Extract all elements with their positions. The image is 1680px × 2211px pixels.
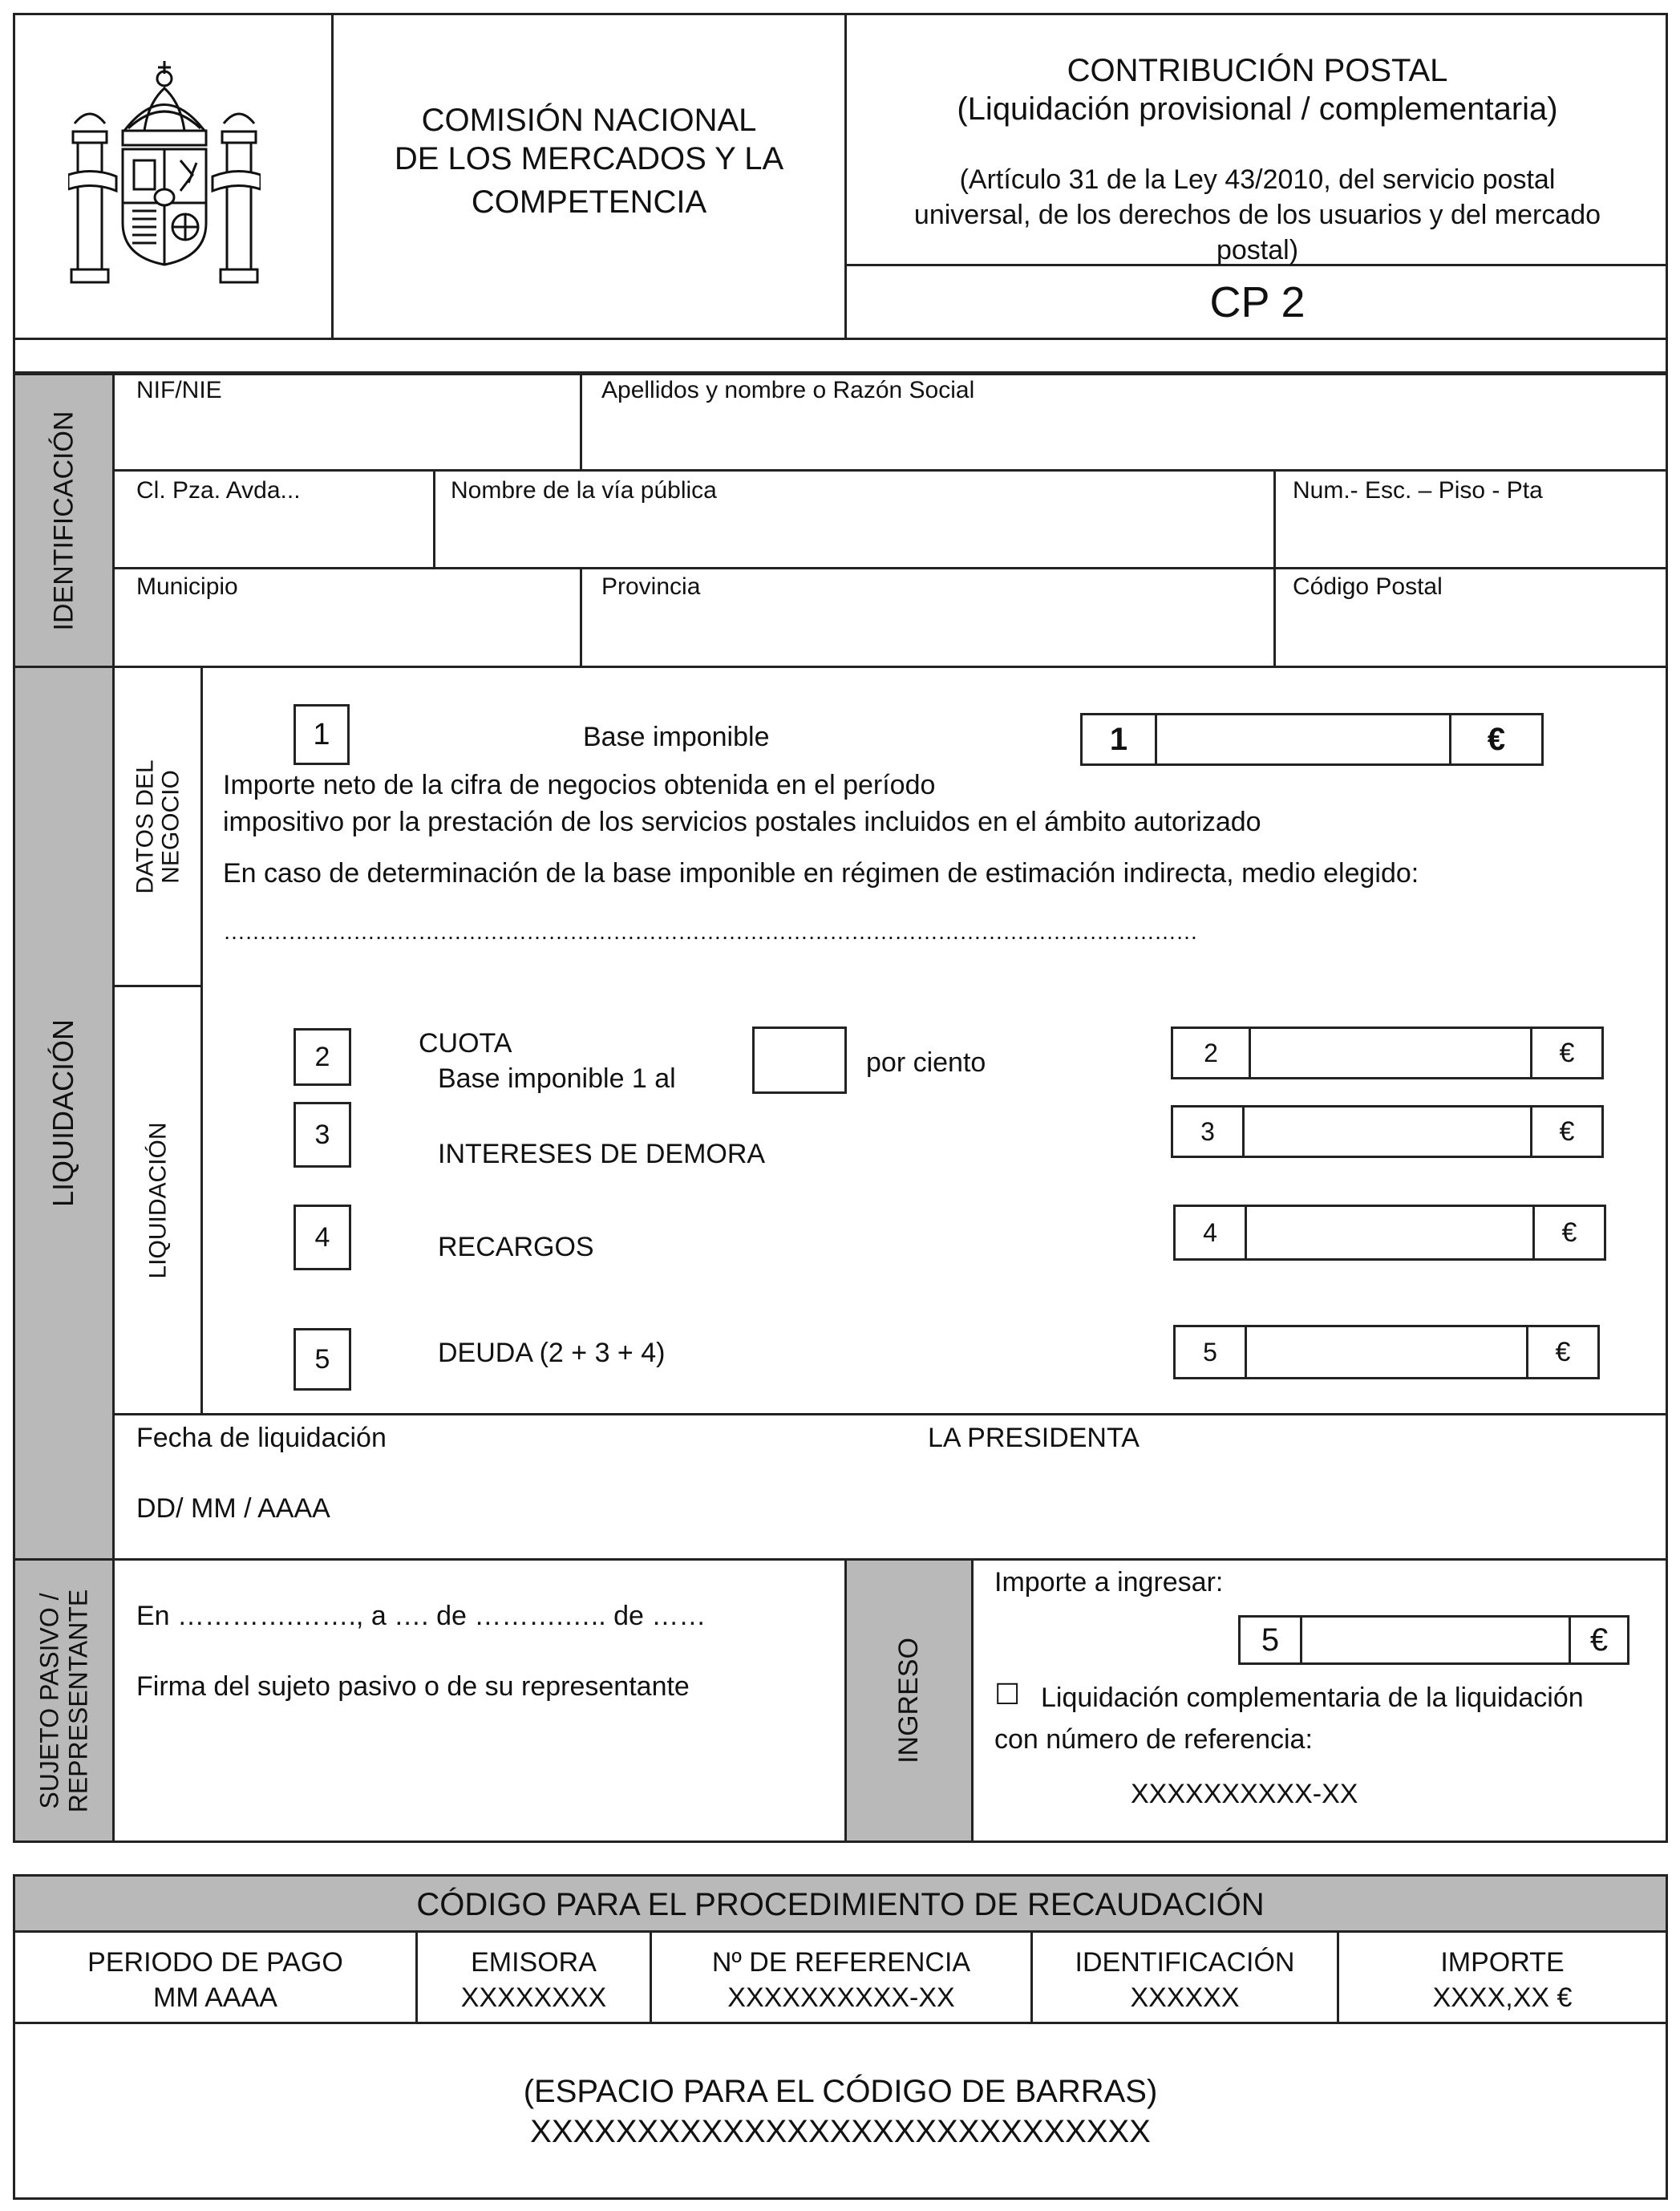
base-imponible-box-number: 1 xyxy=(1083,715,1157,763)
intereses-input[interactable] xyxy=(1245,1108,1532,1156)
ingreso-label-cell xyxy=(847,1561,974,1840)
periodo-pago-label: PERIODO DE PAGO xyxy=(87,1947,343,1978)
recargos-box-number: 4 xyxy=(1176,1207,1247,1258)
deuda-label: DEUDA (2 + 3 + 4) xyxy=(438,1338,666,1368)
base-imponible-input[interactable] xyxy=(1157,715,1451,763)
complementaria-checkbox[interactable]: ☐ xyxy=(994,1678,1021,1711)
ident-row-line-2 xyxy=(115,567,1668,569)
recaudacion-title: CÓDIGO PARA EL PROCEDIMIENTO DE RECAUDACIÓN xyxy=(15,1877,1666,1933)
fecha-liquidacion-value[interactable]: DD/ MM / AAAA xyxy=(136,1493,330,1524)
sujeto-section-label-line2: REPRESENTANTE xyxy=(63,1589,93,1812)
cuota-label: CUOTA xyxy=(419,1028,512,1059)
ident-col-line-2 xyxy=(433,469,435,569)
complementaria-label-line2: con número de referencia: xyxy=(994,1724,1313,1755)
complementaria-label-line1: Liquidación complementaria de la liquidación xyxy=(1041,1683,1584,1713)
deuda-input[interactable] xyxy=(1247,1327,1528,1377)
identificacion-value: XXXXXX xyxy=(1130,1982,1240,2013)
euro-symbol-1: € xyxy=(1487,721,1506,757)
emisora-label: EMISORA xyxy=(471,1947,597,1978)
importe-ingresar-label: Importe a ingresar: xyxy=(994,1567,1224,1598)
base-imponible-amount-box xyxy=(1080,713,1544,766)
importe-label: IMPORTE xyxy=(1440,1947,1565,1978)
euro-symbol-3: € xyxy=(1559,1116,1575,1147)
casilla-2-label: 2 xyxy=(293,1028,351,1086)
numero-referencia-value: XXXXXXXXXX-XX xyxy=(1131,1779,1358,1809)
datos-negocio-label-line2: NEGOCIO xyxy=(158,769,184,884)
fecha-liquidacion-label: Fecha de liquidación xyxy=(136,1423,387,1453)
nif-field[interactable]: NIF/NIE xyxy=(136,377,222,403)
importe-ingresar-input[interactable] xyxy=(1302,1618,1571,1662)
coat-of-arms-icon xyxy=(68,55,261,289)
recaudacion-row-line xyxy=(13,2022,1668,2024)
header-bottom-strip xyxy=(13,340,1668,374)
legal-reference-line3: postal) xyxy=(1216,235,1299,265)
barcode-value: XXXXXXXXXXXXXXXXXXXXXXXXXXXXX xyxy=(530,2114,1151,2149)
form-title: CONTRIBUCIÓN POSTAL xyxy=(1067,53,1448,88)
municipio-field[interactable]: Municipio xyxy=(136,573,238,600)
referencia-label: Nº DE REFERENCIA xyxy=(711,1947,971,1978)
barcode-space-label: (ESPACIO PARA EL CÓDIGO DE BARRAS) xyxy=(523,2074,1158,2109)
sujeto-section-label xyxy=(35,1589,93,1812)
cuota-box-number: 2 xyxy=(1173,1029,1251,1077)
estimacion-dotted-line[interactable]: ……………………………………………………………………………………………………………………… xyxy=(223,919,1197,944)
lugar-fecha-field[interactable]: En ………….……., a …. de ……….….. de …… xyxy=(136,1601,706,1631)
importe-ingresar-box-number: 5 xyxy=(1241,1618,1302,1662)
base-imponible-label: Base imponible xyxy=(583,722,770,752)
deuda-box-number: 5 xyxy=(1176,1327,1247,1377)
org-name-line3: COMPETENCIA xyxy=(471,184,707,220)
codigo-postal-field[interactable]: Código Postal xyxy=(1293,573,1443,600)
provincia-field[interactable]: Provincia xyxy=(601,573,701,600)
datos-negocio-label-cell xyxy=(117,668,200,985)
recargos-input[interactable] xyxy=(1247,1207,1535,1258)
importe-ingresar-box xyxy=(1238,1615,1629,1665)
legal-reference-line2: universal, de los derechos de los usuarios y del mercado xyxy=(913,200,1601,230)
identificacion-box xyxy=(13,373,1668,668)
importe-value: XXXX,XX € xyxy=(1432,1982,1573,2013)
liq-inner-row-line-2 xyxy=(115,1413,1668,1415)
cuota-amount-box xyxy=(1171,1027,1604,1079)
liquidacion-section-label: LIQUIDACIÓN xyxy=(47,1018,80,1208)
ingreso-section-label: INGRESO xyxy=(893,1638,924,1764)
org-name-line1: COMISIÓN NACIONAL xyxy=(421,103,757,138)
intereses-amount-box xyxy=(1171,1105,1604,1158)
casilla-1-label: 1 xyxy=(293,704,350,765)
datos-negocio-label xyxy=(133,759,184,893)
org-name-line2: DE LOS MERCADOS Y LA xyxy=(394,141,784,176)
intereses-box-number: 3 xyxy=(1173,1108,1245,1156)
liquidacion-sub-label: LIQUIDACIÓN xyxy=(145,1121,172,1279)
ident-col-line-1 xyxy=(580,373,582,471)
por-ciento-label: por ciento xyxy=(866,1047,986,1078)
via-tipo-field[interactable]: Cl. Pza. Avda... xyxy=(136,477,301,504)
legal-reference-line1: (Artículo 31 de la Ley 43/2010, del servicio postal xyxy=(959,164,1556,195)
base-imponible-desc-line2: impositivo por la prestación de los servicios postales incluidos en el ámbito autorizado xyxy=(223,807,1261,837)
cuota-input[interactable] xyxy=(1251,1029,1532,1077)
tipo-porcentaje-input[interactable] xyxy=(752,1027,847,1094)
sujeto-label-cell xyxy=(15,1561,115,1840)
liq-inner-col-line xyxy=(200,666,203,1415)
casilla-4-label: 4 xyxy=(293,1205,351,1270)
periodo-pago-value: MM AAAA xyxy=(153,1982,277,2013)
casilla-5-label: 5 xyxy=(293,1328,351,1391)
ident-col-line-3 xyxy=(1273,469,1276,668)
identificacion-section-label: IDENTIFICACIÓN xyxy=(48,411,79,630)
liquidacion-sub-label-cell xyxy=(117,987,200,1413)
base-imponible-desc-line1: Importe neto de la cifra de negocios obtenida en el período xyxy=(223,770,936,800)
presidenta-label: LA PRESIDENTA xyxy=(928,1423,1140,1453)
ident-row-line-1 xyxy=(115,469,1668,472)
euro-symbol-2: € xyxy=(1559,1037,1575,1068)
emisora-value: XXXXXXXX xyxy=(460,1982,607,2013)
intereses-demora-label: INTERESES DE DEMORA xyxy=(438,1139,766,1169)
nombre-field[interactable]: Apellidos y nombre o Razón Social xyxy=(601,377,975,403)
via-nombre-field[interactable]: Nombre de la vía pública xyxy=(451,477,717,504)
form-subtitle: (Liquidación provisional / complementaria) xyxy=(957,91,1558,127)
sujeto-section-label-line1: SUJETO PASIVO / xyxy=(34,1592,64,1809)
datos-negocio-label-line1: DATOS DEL xyxy=(132,759,159,894)
recargos-label: RECARGOS xyxy=(438,1232,594,1262)
recargos-amount-box xyxy=(1173,1205,1606,1261)
referencia-value: XXXXXXXXXX-XX xyxy=(727,1982,955,2013)
firma-sujeto-label: Firma del sujeto pasivo o de su representante xyxy=(136,1671,690,1702)
euro-symbol-4: € xyxy=(1561,1217,1577,1248)
cuota-base-label: Base imponible 1 al xyxy=(438,1063,676,1094)
deuda-amount-box xyxy=(1173,1325,1600,1379)
euro-symbol-5: € xyxy=(1555,1336,1571,1367)
casilla-3-label: 3 xyxy=(293,1102,351,1168)
estimacion-indirecta-text: En caso de determinación de la base imponible en régimen de estimación indirecta, medio elegido: xyxy=(223,858,1419,889)
identificacion-label-cell xyxy=(15,375,115,666)
liquidacion-label-cell xyxy=(15,668,115,1558)
numero-field[interactable]: Num.- Esc. – Piso - Pta xyxy=(1293,477,1543,504)
form-code: CP 2 xyxy=(1209,278,1306,326)
euro-symbol-ingreso: € xyxy=(1589,1622,1609,1658)
ident-col-line-4 xyxy=(580,567,582,668)
identificacion-label: IDENTIFICACIÓN xyxy=(1075,1947,1295,1978)
